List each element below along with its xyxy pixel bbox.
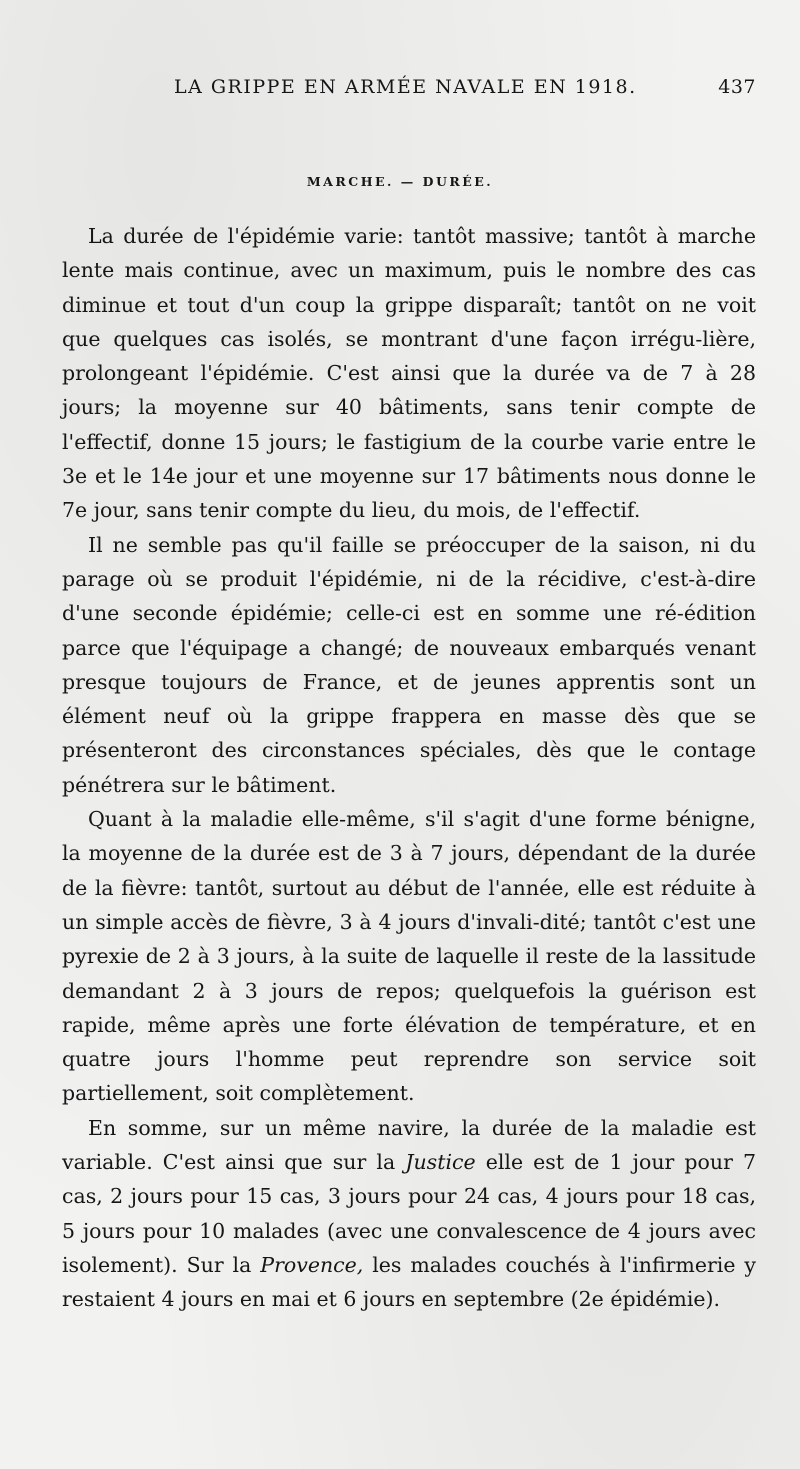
paragraph-4-part-b: elle est de 1 jour pour 7 cas, 2 jours pour 15 cas, 3 jours pour 24 cas, 4 jours pour 18 cas, 5 jours pour 10 malades (avec une convalescence de 4 jours avec isolement). Sur la [62, 1150, 757, 1277]
paragraph-4-part-c: les malades couchés à l'infirmerie y restaient 4 jours en mai et 6 jours en septembre (2e épidémie). [62, 1252, 757, 1312]
paragraph-4 [62, 1111, 756, 1317]
ship-name-provence: Provence, [260, 1252, 364, 1277]
paragraph-4-part-a: En somme, sur un même navire, la durée de la maladie est variable. C'est ainsi que sur la [62, 1115, 756, 1175]
paragraph-1: La durée de l'épidémie varie: tantôt massive; tantôt à marche lente mais continue, avec un maximum, puis le nombre des cas diminue et tout d'un coup la grippe disparaît; tantôt on ne voit que quelques cas isolés, se montrant d'une façon irrégu-lière, prolongeant l'épidémie. C'est ainsi que la durée va de 7 à 28 jours; la moyenne sur 40 bâtiments, sans tenir compte de l'effectif, donne 15 jours; le fastigium de la courbe varie entre le 3e et le 14e jour et une moyenne sur 17 bâtiments nous donne le 7e jour, sans tenir compte du lieu, du mois, de l'effectif. [62, 224, 756, 523]
paragraph-3: Quant à la maladie elle-même, s'il s'agit d'une forme bénigne, la moyenne de la durée est de 3 à 7 jours, dépendant de la durée de la fièvre: tantôt, surtout au début de l'année, elle est réduite à un simple accès de fièvre, 3 à 4 jours d'invali-dité; tantôt c'est une pyrexie de 2 à 3 jours, à la suite de laquelle il reste de la lassitude demandant 2 à 3 jours de repos; quelquefois la guérison est rapide, même après une forte élévation de température, et en quatre jours l'homme peut reprendre son service soit partiellement, soit complètement. [62, 807, 756, 1106]
running-title: LA GRIPPE EN ARMÉE NAVALE EN 1918. [174, 76, 637, 98]
body-text [62, 219, 756, 1317]
page-number: 437 [718, 76, 756, 98]
ship-name-justice: Justice [405, 1150, 476, 1175]
section-heading: MARCHE. — DURÉE. [306, 174, 494, 189]
page-header [62, 0, 756, 130]
paragraph-2: Il ne semble pas qu'il faille se préoccuper de la saison, ni du parage où se produit l'épidémie, ni de la récidive, c'est-à-dire d'une seconde épidémie; celle-ci est en somme une ré-édition parce que l'équipage a changé; de nouveaux embarqués venant presque toujours de France, et de jeunes apprentis sont un élément neuf où la grippe frappera en masse dès que se présenteront des circonstances spéciales, dès que le contage pénétrera sur le bâtiment. [62, 532, 756, 797]
